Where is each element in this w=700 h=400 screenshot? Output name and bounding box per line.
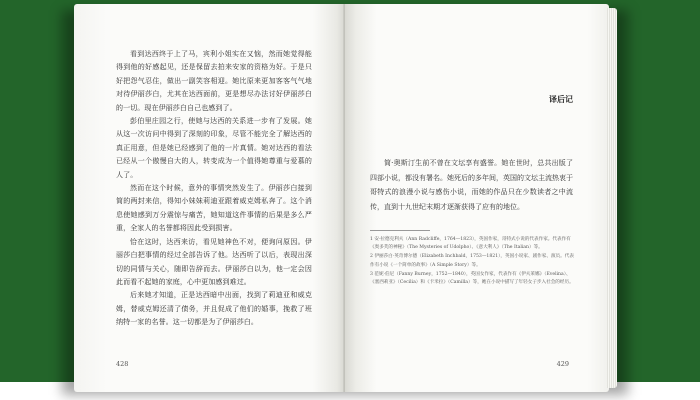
- right-page-number: 429: [556, 360, 569, 368]
- left-page: [74, 4, 345, 392]
- footnote: 3 范妮·伯尼（Fanny Burney，1752—1840），英国女作家，代表作有《伊夫莱娜》（Evelina）、《塞西莉亚》（Cecilia）和《卡米拉》（Camilla）等，她在小说中描写了年轻女子步入社会的经历。: [370, 271, 574, 286]
- page-edges: [607, 8, 617, 388]
- footnote-divider: [370, 230, 430, 231]
- paragraph: 然而在这个时候，意外的事情突然发生了。伊丽莎白接到简的两封来信，得知小妹妹莉迪亚跟着威克姆私奔了。这个消息使她感到万分震惊与痛苦，她知道这件事情的后果是多么严重，全家人的名誉都将因此受到损害。: [116, 184, 312, 233]
- paragraph: 简·奥斯汀生前不曾在文坛享有盛誉。她在世时，总共出版了四部小说，都没有署名。她死后的多年间，英国的文坛主流热衷于哥特式的浪漫小说与感伤小说，而她的作品只在少数读者之中流传，直到十九世纪末期才逐渐获得了应有的地位。: [370, 159, 573, 211]
- footnote: 2 伊丽莎白·英奇博尔德（Elizabeth Inchbald，1753—1821），英国小说家、剧作家、演员。代表作有小说《一个简单的故事》（A Simple Story）等。: [370, 254, 574, 268]
- chapter-title: 译后记: [549, 94, 573, 104]
- paragraph: 后来她才知道，正是达西暗中出面，找到了莉迪亚和威克姆，替威克姆还清了债务，并且促成了他们的婚事，挽救了班纳特一家的名誉。这一切都是为了伊丽莎白。: [116, 291, 312, 327]
- paragraph: 恰在这时，达西来访，看见她神色不对，便询问原因。伊丽莎白把事情的经过全部告诉了他。达西听了以后，表现出深切的同情与关心，随即告辞而去。伊丽莎白以为，他一定会因此而看不起她的家庭，心中更加感到难过。: [116, 237, 312, 286]
- paragraph: 彭伯里庄园之行，使她与达西的关系进一步有了发展。她从这一次访问中得到了深刻的印象，尽管不能完全了解达西的真正用意，但是她已经感到了他的一片真情。她对达西的看法已经从一个傲慢自大的人，转变成为一个值得她尊重与爱慕的人了。: [116, 117, 312, 179]
- footnote: 1 安·拉德克利夫（Ann Radcliffe，1764—1823），英国作家，哥特式小说的代表作家。代表作有《奥多芙的神秘》（The Mysteries of Udolpho）、《意大利人》（The Italian）等。: [370, 237, 571, 251]
- footnotes: [370, 236, 575, 288]
- right-page-body: [370, 156, 573, 214]
- paragraph: 看到达西终于上了马，宾利小姐实在又恼，然而她觉得能得到他的好感起见，还是保留去拍来安家的资格为好。于是只好把怨气忍住，做出一副笑容相迎。她比原来更加客客气气地对待伊丽莎白，尤其在达西面前，更是想尽办法讨好伊丽莎白的一切。现在伊丽莎白自己也感到了。: [116, 50, 312, 112]
- left-page-body: [116, 48, 312, 330]
- left-page-number: 428: [116, 360, 129, 368]
- right-page: [345, 4, 609, 392]
